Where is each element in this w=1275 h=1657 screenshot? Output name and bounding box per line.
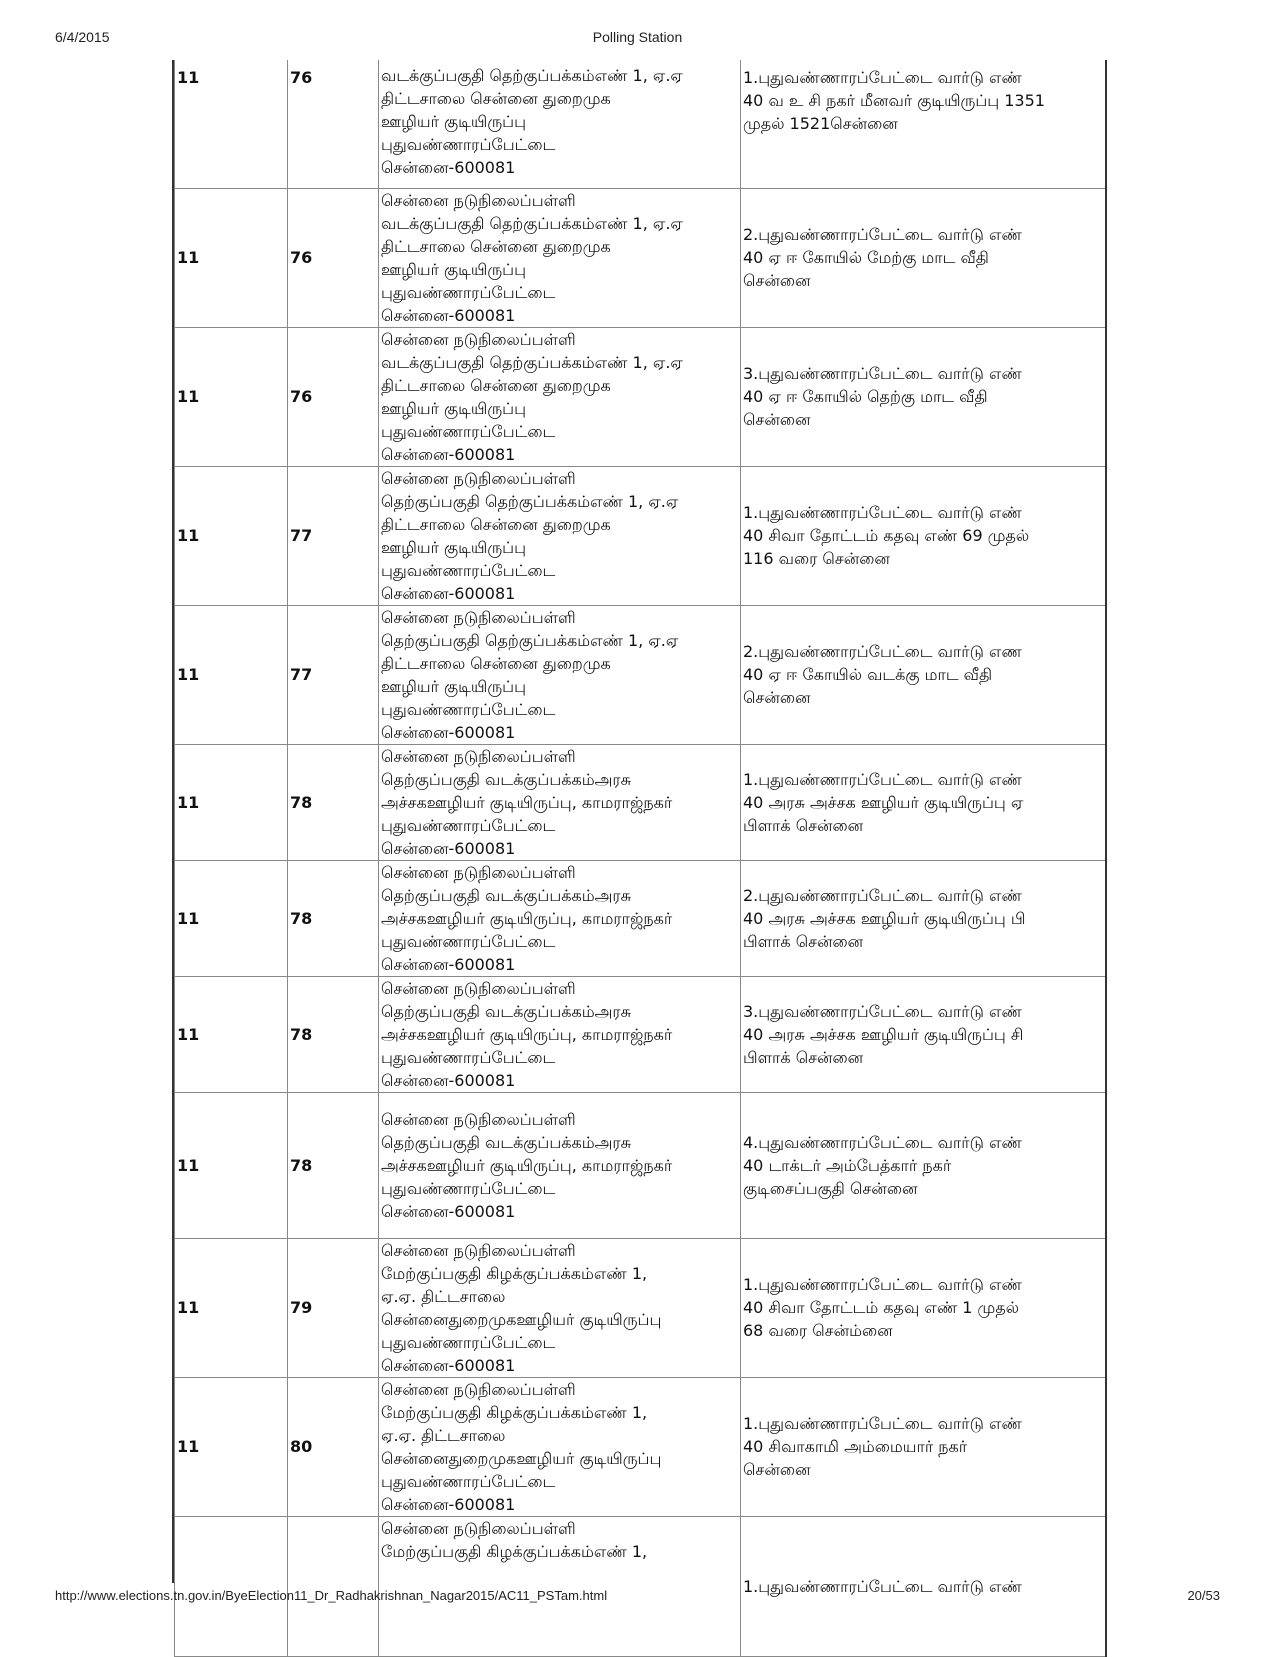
polling-area (741, 466, 1107, 605)
area-line: 40 சிவாகாமி அம்மையார் நகர் (743, 1437, 968, 1456)
address-line: சென்னை-600081 (381, 1201, 516, 1221)
page-title: Polling Station (592, 29, 683, 45)
address-line: சென்னை நடுநிலைப்பள்ளி (381, 746, 576, 766)
address-line: சென்னை-600081 (381, 444, 516, 464)
table-row (175, 744, 1107, 860)
polling-area (741, 327, 1107, 466)
address-line: புதுவண்ணாரப்பேட்டை (381, 282, 556, 302)
address-line: தெற்குப்பகுதி வடக்குப்பக்கம்அரசு (381, 769, 632, 789)
area-line: 1.புதுவண்ணாரப்பேட்டை வார்டு எண் (743, 1414, 1022, 1433)
address-line: புதுவண்ணாரப்பேட்டை (381, 931, 556, 951)
area-line: 68 வரை சென்ம்னை (743, 1321, 893, 1340)
address-line: சென்னைதுறைமுகஊழியர் குடியிருப்பு (381, 1448, 662, 1468)
address-line: சென்னை-600081 (381, 722, 516, 742)
address-line: அச்சகஊழியர் குடியிருப்பு, காமராஜ்நகர் (381, 1155, 673, 1175)
polling-station-no: 76 (288, 60, 379, 188)
address-line: சென்னை நடுநிலைப்பள்ளி (381, 862, 576, 882)
address-line: சென்னை-600081 (381, 1494, 516, 1514)
area-line: 40 ஏ ஈ கோயில் வடக்கு மாட வீதி (743, 665, 993, 684)
area-line: 1.புதுவண்ணாரப்பேட்டை வார்டு எண் (743, 1576, 1022, 1596)
address-line: வடக்குப்பகுதி தெற்குப்பக்கம்எண் 1, ஏ.ஏ (381, 66, 683, 85)
address-line: சென்னை நடுநிலைப்பள்ளி (381, 190, 576, 210)
polling-station-address (379, 188, 741, 327)
area-line: 40 ஏ ஈ கோயில் மேற்கு மாட வீதி (743, 248, 989, 267)
polling-station-no: 76 (288, 188, 379, 327)
address-line: சென்னை நடுநிலைப்பள்ளி (381, 978, 576, 998)
address-line: புதுவண்ணாரப்பேட்டை (381, 421, 556, 441)
address-line: ஊழியர் குடியிருப்பு (381, 259, 526, 279)
polling-area (741, 976, 1107, 1092)
address-line: சென்னை நடுநிலைப்பள்ளி (381, 607, 576, 627)
address-line: புதுவண்ணாரப்பேட்டை (381, 1332, 556, 1352)
polling-area (741, 1377, 1107, 1516)
polling-station-address (379, 327, 741, 466)
address-line: சென்னை-600081 (381, 838, 516, 858)
area-line: 1.புதுவண்ணாரப்பேட்டை வார்டு எண் (743, 68, 1022, 87)
address-line: ஊழியர் குடியிருப்பு (381, 537, 526, 557)
area-line: 2.புதுவண்ணாரப்பேட்டை வார்டு எண் (743, 885, 1022, 905)
polling-station-no: 79 (288, 1238, 379, 1377)
polling-station-address (379, 976, 741, 1092)
assembly-constituency-no: 11 (175, 466, 288, 605)
address-line: திட்டசாலை சென்னை துறைமுக (381, 89, 611, 108)
print-date: 6/4/2015 (55, 29, 110, 45)
polling-station-address (379, 466, 741, 605)
address-line: ஊழியர் குடியிருப்பு (381, 398, 526, 418)
area-line: சென்னை (743, 410, 811, 429)
address-line: புதுவண்ணாரப்பேட்டை (381, 815, 556, 835)
address-line: சென்னை-600081 (381, 583, 516, 603)
polling-station-no: 76 (288, 327, 379, 466)
address-line: சென்னை-600081 (381, 158, 516, 177)
assembly-constituency-no: 11 (175, 605, 288, 744)
address-line: சென்னை நடுநிலைப்பள்ளி (381, 329, 576, 349)
assembly-constituency-no: 11 (175, 860, 288, 976)
area-line: 116 வரை சென்னை (743, 549, 890, 568)
polling-station-address (379, 744, 741, 860)
area-line: 40 அரசு அச்சக ஊழியர் குடியிருப்பு பி (743, 908, 1026, 928)
table-row (175, 1238, 1107, 1377)
address-line: தெற்குப்பகுதி வடக்குப்பக்கம்அரசு (381, 1001, 632, 1021)
polling-area (741, 860, 1107, 976)
address-line: புதுவண்ணாரப்பேட்டை (381, 560, 556, 580)
area-line: 40 அரசு அச்சக ஊழியர் குடியிருப்பு சி (743, 1024, 1024, 1044)
address-line: தெற்குப்பகுதி தெற்குப்பக்கம்எண் 1, ஏ.ஏ (381, 491, 679, 511)
address-line: புதுவண்ணாரப்பேட்டை (381, 1178, 556, 1198)
area-line: 1.புதுவண்ணாரப்பேட்டை வார்டு எண் (743, 1275, 1022, 1294)
area-line: 40 சிவா தோட்டம் கதவு எண் 1 முதல் (743, 1298, 1020, 1317)
polling-station-address (379, 1092, 741, 1238)
area-line: 2.புதுவண்ணாரப்பேட்டை வார்டு எண் (743, 225, 1022, 244)
table-row (175, 976, 1107, 1092)
polling-station-no: 77 (288, 466, 379, 605)
polling-station-table (174, 60, 1107, 1657)
assembly-constituency-no: 11 (175, 188, 288, 327)
polling-area (741, 605, 1107, 744)
polling-station-no: 77 (288, 605, 379, 744)
polling-station-no: 78 (288, 976, 379, 1092)
polling-area (741, 188, 1107, 327)
polling-area (741, 744, 1107, 860)
polling-station-address (379, 860, 741, 976)
address-line: ஊழியர் குடியிருப்பு (381, 112, 526, 131)
address-line: சென்னை நடுநிலைப்பள்ளி (381, 1109, 576, 1129)
address-line: சென்னை-600081 (381, 1070, 516, 1090)
polling-station-no: 78 (288, 1092, 379, 1238)
polling-station-address (379, 1516, 741, 1656)
address-line: ஏ.ஏ. திட்டசாலை (381, 1286, 506, 1306)
area-line: பிளாக் சென்னை (743, 1047, 864, 1067)
page-number: 20/53 (1187, 1588, 1220, 1603)
address-line: சென்னை நடுநிலைப்பள்ளி (381, 1379, 576, 1399)
area-line: சென்னை (743, 688, 811, 707)
address-line: ஏ.ஏ. திட்டசாலை (381, 1425, 506, 1445)
area-line: 40 டாக்டர் அம்பேத்கார் நகர் (743, 1155, 952, 1175)
table-row (175, 327, 1107, 466)
polling-area (741, 1092, 1107, 1238)
assembly-constituency-no: 11 (175, 1377, 288, 1516)
assembly-constituency-no: 11 (175, 744, 288, 860)
table-row (175, 1377, 1107, 1516)
address-line: திட்டசாலை சென்னை துறைமுக (381, 236, 611, 256)
polling-station-address (379, 1377, 741, 1516)
address-line: சென்னை-600081 (381, 954, 516, 974)
address-line: புதுவண்ணாரப்பேட்டை (381, 1047, 556, 1067)
address-line: தெற்குப்பகுதி வடக்குப்பக்கம்அரசு (381, 885, 632, 905)
table-row (175, 860, 1107, 976)
address-line: புதுவண்ணாரப்பேட்டை (381, 1471, 556, 1491)
address-line: சென்னை-600081 (381, 305, 516, 325)
address-line: ஊழியர் குடியிருப்பு (381, 676, 526, 696)
area-line: 40 சிவா தோட்டம் கதவு எண் 69 முதல் (743, 526, 1030, 545)
address-line: அச்சகஊழியர் குடியிருப்பு, காமராஜ்நகர் (381, 792, 673, 812)
area-line: 40 ஏ ஈ கோயில் தெற்கு மாட வீதி (743, 387, 988, 406)
table-row (175, 466, 1107, 605)
polling-station-address (379, 60, 741, 188)
area-line: 1.புதுவண்ணாரப்பேட்டை வார்டு எண் (743, 503, 1022, 522)
area-line: 3.புதுவண்ணாரப்பேட்டை வார்டு எண் (743, 1001, 1022, 1021)
address-line: தெற்குப்பகுதி வடக்குப்பக்கம்அரசு (381, 1132, 632, 1152)
address-line: சென்னை நடுநிலைப்பள்ளி (381, 1518, 576, 1538)
assembly-constituency-no: 11 (175, 60, 288, 188)
assembly-constituency-no: 11 (175, 1238, 288, 1377)
area-line: பிளாக் சென்னை (743, 931, 864, 951)
address-line: மேற்குப்பகுதி கிழக்குப்பக்கம்எண் 1, (381, 1402, 648, 1422)
table-row (175, 605, 1107, 744)
address-line: வடக்குப்பகுதி தெற்குப்பக்கம்எண் 1, ஏ.ஏ (381, 352, 683, 372)
area-line: சென்னை (743, 1460, 811, 1479)
assembly-constituency-no: 11 (175, 1092, 288, 1238)
table-body (175, 60, 1107, 1656)
polling-station-address (379, 605, 741, 744)
address-line: அச்சகஊழியர் குடியிருப்பு, காமராஜ்நகர் (381, 1024, 673, 1044)
polling-station-address (379, 1238, 741, 1377)
polling-station-table-container (172, 60, 1106, 1596)
area-line: 40 அரசு அச்சக ஊழியர் குடியிருப்பு ஏ (743, 792, 1024, 812)
source-url-link[interactable]: http://www.elections.tn.gov.in/ByeElection11_Dr_Radhakrishnan_Nagar2015/AC11_PSTam.html (55, 1588, 608, 1603)
assembly-constituency-no: 11 (175, 976, 288, 1092)
area-line: 2.புதுவண்ணாரப்பேட்டை வார்டு எண (743, 642, 1022, 661)
address-line: சென்னை நடுநிலைப்பள்ளி (381, 468, 576, 488)
assembly-constituency-no (175, 1516, 288, 1656)
polling-station-no: 78 (288, 860, 379, 976)
area-line: முதல் 1521சென்னை (743, 114, 898, 133)
area-line: 1.புதுவண்ணாரப்பேட்டை வார்டு எண் (743, 769, 1022, 789)
polling-station-no (288, 1516, 379, 1656)
table-row (175, 1092, 1107, 1238)
area-line: 40 வ உ சி நகர் மீனவர் குடியிருப்பு 1351 (743, 91, 1045, 110)
area-line: பிளாக் சென்னை (743, 815, 864, 835)
area-line: சென்னை (743, 271, 811, 290)
table-row (175, 1516, 1107, 1656)
address-line: திட்டசாலை சென்னை துறைமுக (381, 375, 611, 395)
address-line: சென்னை-600081 (381, 1355, 516, 1375)
address-line: தெற்குப்பகுதி தெற்குப்பக்கம்எண் 1, ஏ.ஏ (381, 630, 679, 650)
polling-area (741, 1238, 1107, 1377)
area-line: 4.புதுவண்ணாரப்பேட்டை வார்டு எண் (743, 1132, 1022, 1152)
polling-station-no: 78 (288, 744, 379, 860)
address-line: அச்சகஊழியர் குடியிருப்பு, காமராஜ்நகர் (381, 908, 673, 928)
address-line: மேற்குப்பகுதி கிழக்குப்பக்கம்எண் 1, (381, 1541, 648, 1561)
table-row (175, 188, 1107, 327)
polling-station-no: 80 (288, 1377, 379, 1516)
address-line: சென்னைதுறைமுகஊழியர் குடியிருப்பு (381, 1309, 662, 1329)
address-line: திட்டசாலை சென்னை துறைமுக (381, 514, 611, 534)
address-line: புதுவண்ணாரப்பேட்டை (381, 699, 556, 719)
address-line: வடக்குப்பகுதி தெற்குப்பக்கம்எண் 1, ஏ.ஏ (381, 213, 683, 233)
area-line: 3.புதுவண்ணாரப்பேட்டை வார்டு எண் (743, 364, 1022, 383)
address-line: மேற்குப்பகுதி கிழக்குப்பக்கம்எண் 1, (381, 1263, 648, 1283)
address-line: புதுவண்ணாரப்பேட்டை (381, 135, 556, 154)
address-line: திட்டசாலை சென்னை துறைமுக (381, 653, 611, 673)
polling-area (741, 60, 1107, 188)
table-row (175, 60, 1107, 188)
area-line: குடிசைப்பகுதி சென்னை (743, 1178, 918, 1198)
address-line: சென்னை நடுநிலைப்பள்ளி (381, 1240, 576, 1260)
assembly-constituency-no: 11 (175, 327, 288, 466)
polling-area (741, 1516, 1107, 1656)
